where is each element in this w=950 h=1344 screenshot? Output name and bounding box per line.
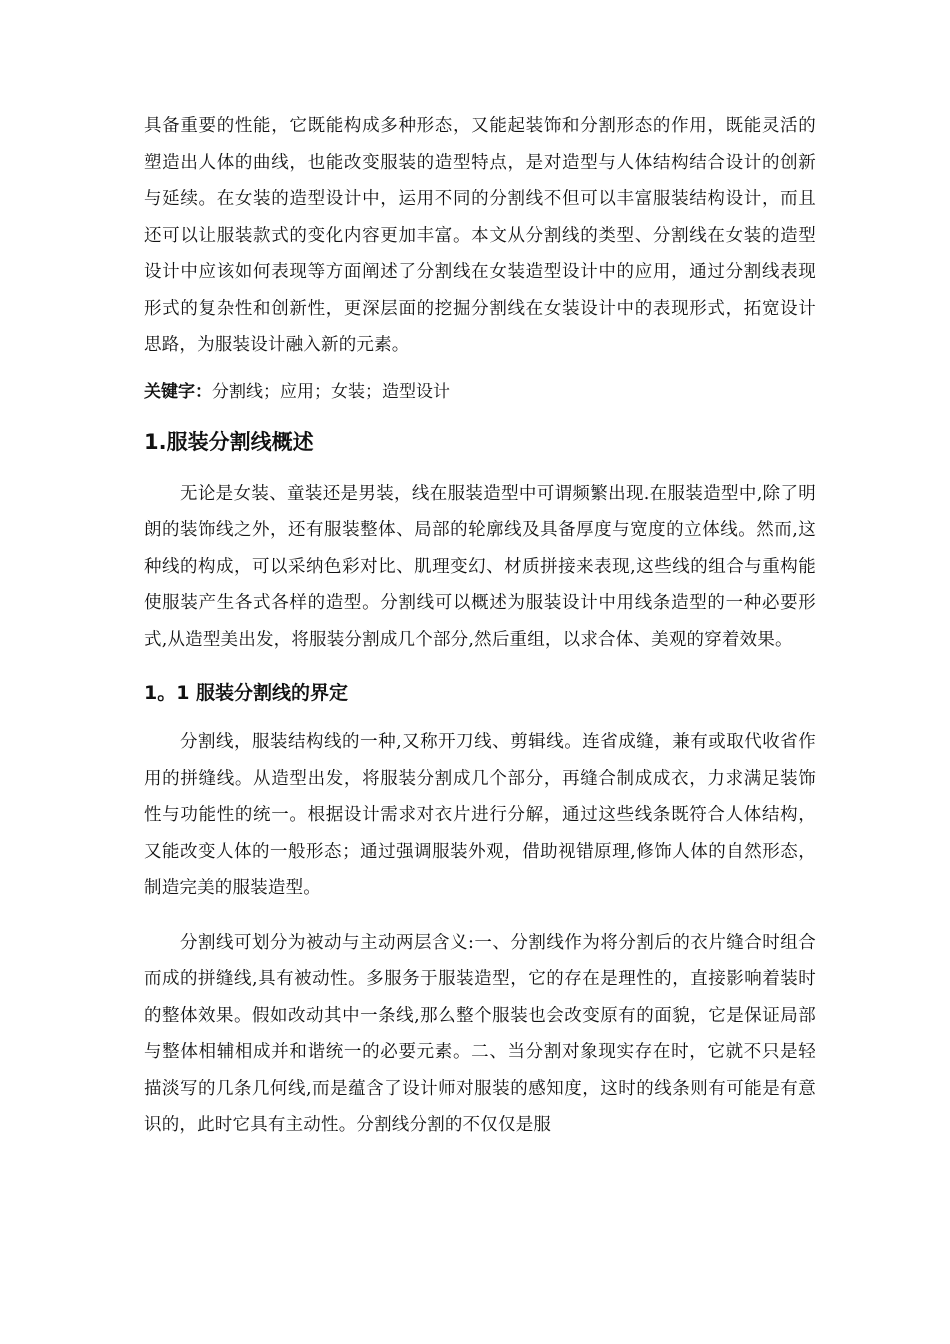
section-1-1-paragraph-1: 分割线，服装结构线的一种,又称开刀线、剪辑线。连省成缝，兼有或取代收省作用的拼缝线。从造型出发，将服装分割成几个部分，再缝合制成成衣，力求满足装饰性与功能性的统一。根据设计需求对衣片进行分解，通过这些线条既符合人体结构，又能改变人体的一般形态；通过强调服装外观，借助视错原理,修饰人体的自然形态，制造完美的服装造型。 [144, 732, 816, 898]
section-1-1-heading: 1。1 服装分割线的界定 [144, 682, 349, 704]
paragraph-gap [144, 907, 816, 925]
abstract-paragraph: 具备重要的性能，它既能构成多种形态，又能起装饰和分割形态的作用，既能灵活的塑造出人体的曲线，也能改变服装的造型特点，是对造型与人体结构结合设计的创新与延续。在女装的造型设计中，运用不同的分割线不但可以丰富服装结构设计，而且还可以让服装款式的变化内容更加丰富。本文从分割线的类型、分割线在女装的造型设计中应该如何表现等方面阐述了分割线在女装造型设计中的应用，通过分割线表现形式的复杂性和创新性，更深层面的挖掘分割线在女装设计中的表现形式，拓宽设计思路，为服装设计融入新的元素。 [144, 116, 816, 355]
document-page [144, 108, 816, 1144]
keywords-line [144, 378, 816, 406]
section-1-paragraph: 无论是女装、童装还是男装，线在服装造型中可谓频繁出现.在服装造型中,除了明朗的装饰线之外，还有服装整体、局部的轮廓线及具备厚度与宽度的立体线。然而,这种线的构成，可以采纳色彩对比、肌理变幻、材质拼接来表现,这些线的组合与重构能使服装产生各式各样的造型。分割线可以概述为服装设计中用线条造型的一种必要形式,从造型美出发，将服装分割成几个部分,然后重组，以求合体、美观的穿着效果。 [144, 483, 816, 650]
keywords-text: 分割线；应用；女装；造型设计 [212, 381, 450, 402]
section-1-heading: 1.服装分割线概述 [144, 429, 314, 454]
keywords-label: 关键字： [144, 381, 212, 402]
section-1-1-paragraph-2: 分割线可划分为被动与主动两层含义:一、分割线作为将分割后的衣片缝合时组合而成的拼缝线,具有被动性。多服务于服装造型，它的存在是理性的，直接影响着装时的整体效果。假如改动其中一条线,那么整个服装也会改变原有的面貌，它是保证局部与整体相辅相成并和谐统一的必要元素。二、当分割对象现实存在时，它就不只是轻描淡写的几条几何线,而是蕴含了设计师对服装的感知度，这时的线条则有可能是有意识的，此时它具有主动性。分割线分割的不仅仅是服 [144, 932, 816, 1135]
